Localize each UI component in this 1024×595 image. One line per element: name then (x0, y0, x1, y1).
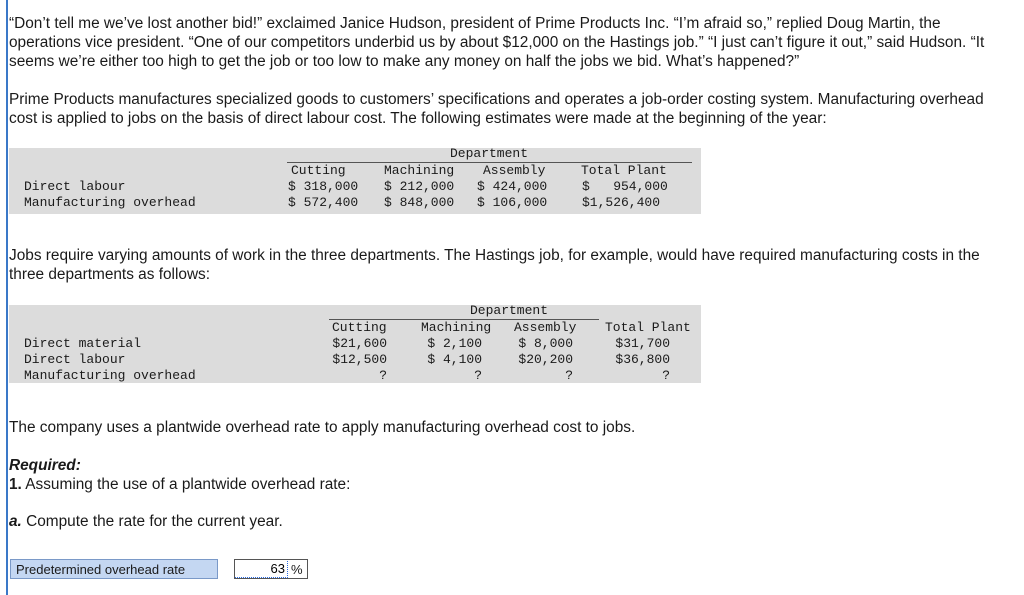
hastings-row-label-direct-material: Direct material (24, 336, 142, 351)
hastings-col-cutting: Cutting (332, 320, 387, 335)
hastings-cell-unknown: ? (662, 368, 670, 383)
estimates-cell: $ 572,400 (288, 195, 359, 210)
hastings-col-total: Total Plant (605, 320, 691, 335)
hastings-cell: $ 8,000 (518, 336, 573, 351)
required-item-a-letter: a. (9, 513, 22, 530)
estimates-cell: $ 318,000 (288, 179, 359, 194)
hastings-cell: $12,500 (332, 352, 387, 367)
hastings-cell: $ 2,100 (427, 336, 482, 351)
predetermined-overhead-rate-input[interactable] (235, 561, 288, 578)
hastings-col-assembly: Assembly (514, 320, 577, 335)
hastings-cell-unknown: ? (379, 368, 387, 383)
hastings-cell: $ 4,100 (427, 352, 482, 367)
estimates-cell: $ 424,000 (477, 179, 548, 194)
hastings-col-machining: Machining (421, 320, 492, 335)
hastings-cell-unknown: ? (474, 368, 482, 383)
estimates-cell: $1,526,400 (582, 195, 661, 210)
estimates-col-cutting: Cutting (291, 163, 346, 178)
hastings-cell-unknown: ? (565, 368, 573, 383)
estimates-cell: $ 106,000 (477, 195, 548, 210)
hastings-cell: $21,600 (332, 336, 387, 351)
hastings-row-label-manufacturing-overhead: Manufacturing overhead (24, 368, 196, 383)
jobs-paragraph: Jobs require varying amounts of work in the three departments. The Hastings job, for example, would have required manufacturing costs in the three departments as follows: (9, 247, 980, 283)
estimates-table (9, 148, 701, 214)
left-margin-rule (6, 0, 8, 595)
estimates-col-assembly: Assembly (483, 163, 546, 178)
required-item-1-number: 1. (9, 476, 22, 493)
estimates-department-header: Department (449, 146, 528, 161)
context-paragraph: Prime Products manufactures specialized goods to customers’ specifications and operates a job-order costing system. Manufacturing overhead cost is applied to jobs on the basis of direct labour cost. The following estimates were made at the beginning of the year: (9, 91, 984, 127)
estimates-cell: $ 848,000 (384, 195, 455, 210)
hastings-cell: $36,800 (615, 352, 670, 367)
estimates-col-total: Total Plant (581, 163, 667, 178)
percent-unit: % (291, 561, 303, 577)
required-item-1-text: Assuming the use of a plantwide overhead rate: (25, 476, 351, 493)
estimates-row-label-manufacturing-overhead: Manufacturing overhead (24, 195, 196, 210)
hastings-table (9, 305, 701, 383)
hastings-row-label-direct-labour: Direct labour (24, 352, 126, 367)
required-item-a (9, 512, 999, 531)
hastings-department-header: Department (469, 303, 548, 318)
estimates-cell: $ 954,000 (582, 179, 668, 194)
estimates-row-label-direct-labour: Direct labour (24, 179, 126, 194)
answer-row (10, 558, 308, 580)
required-item-a-text: Compute the rate for the current year. (26, 513, 283, 530)
estimates-cell: $ 212,000 (384, 179, 455, 194)
hastings-cell: $20,200 (518, 352, 573, 367)
hastings-cell: $31,700 (615, 336, 670, 351)
required-heading: Required: (9, 457, 81, 474)
answer-box (234, 559, 308, 579)
predetermined-overhead-rate-label: Predetermined overhead rate (10, 559, 218, 579)
plantwide-paragraph: The company uses a plantwide overhead rate to apply manufacturing overhead cost to jobs. (9, 419, 636, 436)
estimates-col-machining: Machining (384, 163, 455, 178)
required-item-1 (9, 475, 999, 494)
intro-paragraph: “Don’t tell me we’ve lost another bid!” exclaimed Janice Hudson, president of Prime Products Inc. “I’m afraid so,” replied Doug Martin, the operations vice president. “One of our competitors underbid us by about $12,000 on the Hastings job.” “I just can’t figure it out,” said Hudson. “It seems we’re either too high to get the job or too low to make any money on half the jobs we bid. What’s happened?” (9, 15, 985, 70)
